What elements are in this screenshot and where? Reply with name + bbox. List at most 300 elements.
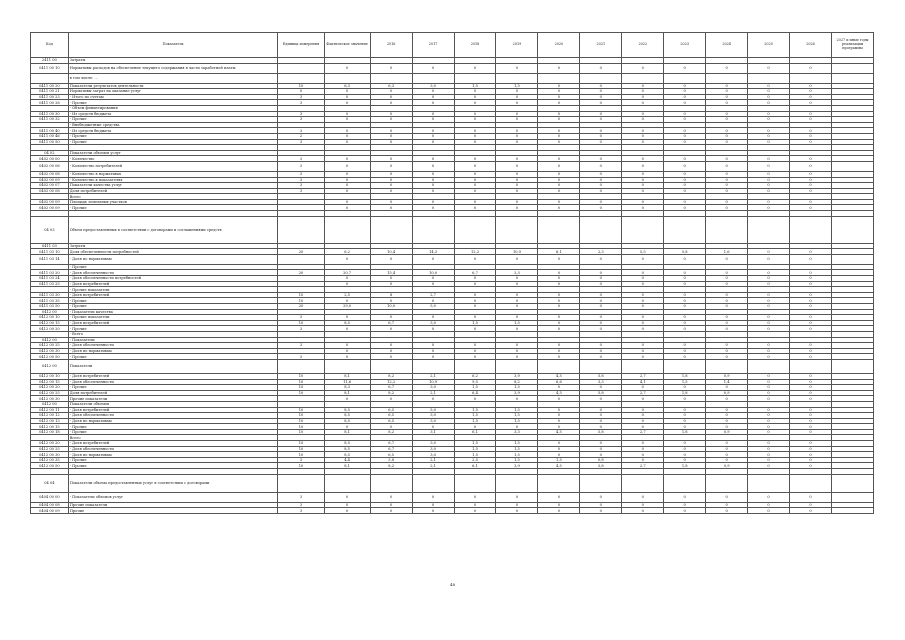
column-header: 2016 [370,33,412,58]
row-value-cell: 0 [538,424,580,430]
row-value-cell: 0 [370,183,412,189]
row-value-cell [454,474,496,492]
row-value-cell: 0 [496,161,538,171]
row-value-cell: 0 [580,183,622,189]
row-unit-cell: 20 [278,304,324,310]
row-value-cell: 0 [790,385,832,391]
row-value-cell: 0 [496,304,538,310]
row-value-cell: 0 [538,117,580,123]
row-value-cell: 0 [454,354,496,360]
row-value-cell: 0 [324,128,370,134]
row-value-cell: 0 [580,446,622,452]
row-name-cell: - Показатели объемов услуг [68,492,278,502]
row-value-cell: 0 [496,100,538,106]
row-value-cell [831,63,873,73]
row-value-cell: 0 [790,133,832,139]
row-value-cell: 8,5 [324,407,370,413]
row-name-cell: Показатели качества услуг [68,183,278,189]
row-name-cell: в том числе: ... [68,73,278,83]
row-value-cell: 0 [748,508,790,514]
row-value-cell: 0 [790,315,832,321]
row-value-cell: 0 [538,89,580,95]
row-value-cell: 0 [454,156,496,162]
row-value-cell: 0 [454,508,496,514]
row-value-cell: 0 [748,326,790,332]
row-value-cell: 0 [748,276,790,282]
row-name-cell: - Всего [68,331,278,337]
row-value-cell [324,73,370,83]
row-unit-cell: 10 [278,379,324,385]
row-value-cell: 0 [790,281,832,287]
row-value-cell: 5,8 [580,429,622,435]
row-value-cell: 0 [790,63,832,73]
row-value-cell: 0 [664,205,706,211]
row-value-cell: 0 [622,413,664,419]
row-value-cell: 1,5 [454,441,496,447]
row-value-cell: 1,6 [706,249,748,255]
row-unit-cell: 3 [278,183,324,189]
row-value-cell: 0 [454,326,496,332]
row-name-cell: Всего [68,435,278,441]
row-value-cell: 0 [454,424,496,430]
row-value-cell: 12,2 [454,249,496,255]
row-value-cell: 0 [496,89,538,95]
row-value-cell: 0 [580,133,622,139]
row-value-cell [412,359,454,373]
row-unit-cell [278,254,324,264]
row-value-cell: 0 [496,117,538,123]
row-code-cell: 0412 00 20 [31,441,69,447]
row-value-cell: 1,5 [496,83,538,89]
row-value-cell: 8,5 [324,446,370,452]
row-value-cell: 6,7 [370,441,412,447]
row-code-cell: 0412 00 30 [31,452,69,458]
row-value-cell: 0 [706,446,748,452]
row-value-cell: 0 [370,343,412,349]
column-header: 2017 [412,33,454,58]
row-value-cell: 0 [706,326,748,332]
row-code-cell: 0411 00 21 [31,89,69,95]
row-value-cell: 0 [706,320,748,326]
row-value-cell: 0 [496,63,538,73]
row-value-cell: 0 [412,343,454,349]
row-value-cell: 0 [580,188,622,194]
row-value-cell [580,73,622,83]
row-value-cell: 0 [748,94,790,100]
row-name-cell: Прочие [68,508,278,514]
row-name-cell: - Доля потребителей [68,292,278,298]
row-value-cell [664,73,706,83]
row-value-cell [496,359,538,373]
row-value-cell: 5,8 [580,390,622,396]
row-code-cell: 0411 03 10 [31,249,69,255]
row-value-cell: 0 [748,63,790,73]
row-value-cell: 0 [622,128,664,134]
row-code-cell: 04 02 [31,150,69,156]
row-name-cell: - Доля потребителей [68,373,278,379]
row-value-cell: 0 [622,199,664,205]
row-unit-cell: 3 [278,156,324,162]
row-name-cell: - Прочие [68,100,278,106]
row-value-cell: 0 [622,270,664,276]
row-value-cell: 0 [454,205,496,211]
row-value-cell: 0 [454,348,496,354]
row-value-cell: 6,2 [454,373,496,379]
row-value-cell: 0 [454,396,496,402]
row-value-cell: 0 [324,276,370,282]
row-unit-cell: 10 [278,298,324,304]
row-code-cell: 0404 00 00 [31,492,69,502]
row-value-cell: 0 [790,354,832,360]
row-value-cell: 0 [664,171,706,177]
row-value-cell: 0 [664,292,706,298]
row-value-cell: 0 [580,354,622,360]
row-value-cell: 0 [412,205,454,211]
row-value-cell: 0 [580,502,622,508]
row-unit-cell: 10 [278,373,324,379]
row-value-cell: 0,9 [706,463,748,469]
row-unit-cell: 20 [278,249,324,255]
row-value-cell: 8,1 [324,463,370,469]
row-value-cell: 0 [748,348,790,354]
table-body [31,58,874,514]
row-value-cell: 1,5 [496,452,538,458]
row-code-cell: 0411 00 20 [31,83,69,89]
row-value-cell: 0 [706,413,748,419]
row-value-cell: 0 [580,320,622,326]
row-unit-cell: 10 [278,429,324,435]
row-value-cell: 0 [748,379,790,385]
row-value-cell: 2,5 [324,292,370,298]
row-value-cell [622,474,664,492]
row-value-cell [748,474,790,492]
row-value-cell: 10,0 [412,270,454,276]
row-value-cell: 3,0 [412,413,454,419]
row-value-cell: 0 [748,100,790,106]
row-value-cell [496,474,538,492]
row-value-cell: 0 [538,177,580,183]
row-value-cell: 4,4 [324,457,370,463]
row-value-cell: 0 [580,326,622,332]
row-name-cell: - Из средств бюджета [68,111,278,117]
row-name-cell: - Прочие [68,429,278,435]
row-unit-cell: 10 [278,320,324,326]
row-value-cell: 0 [454,276,496,282]
row-value-cell: 0 [580,418,622,424]
row-value-cell: 0 [622,315,664,321]
row-value-cell: 0 [454,254,496,264]
row-value-cell: 6,2 [324,249,370,255]
row-value-cell: 0 [706,441,748,447]
row-value-cell: 0 [370,117,412,123]
row-value-cell: 0 [664,156,706,162]
row-value-cell: 0 [664,452,706,458]
row-value-cell: 0 [412,111,454,117]
row-value-cell [664,359,706,373]
row-value-cell: 1,5 [496,320,538,326]
row-unit-cell: 10 [278,413,324,419]
row-code-cell: 0412 00 30 [31,396,69,402]
row-code-cell: 0412 00 50 [31,354,69,360]
row-value-cell: 0 [664,457,706,463]
row-value-cell: 0 [580,161,622,171]
row-value-cell: 0 [706,63,748,73]
row-unit-cell: 3 [278,117,324,123]
row-value-cell: 5,0 [412,304,454,310]
row-value-cell [324,359,370,373]
table-row [31,73,874,83]
row-value-cell: 0 [454,111,496,117]
row-value-cell: 2,1 [412,373,454,379]
row-value-cell: 0 [706,89,748,95]
row-value-cell: 3,0 [412,385,454,391]
row-value-cell [706,216,748,243]
row-value-cell: 0 [580,94,622,100]
row-value-cell: 0 [454,343,496,349]
row-value-cell: 0 [706,457,748,463]
row-value-cell: 0 [748,385,790,391]
row-code-cell: 0412 00 10 [31,315,69,321]
row-value-cell: 0 [664,343,706,349]
row-value-cell: 0 [748,441,790,447]
row-code-cell: 0411 03 25 [31,281,69,287]
row-code-cell: 0412 00 13 [31,418,69,424]
row-value-cell: 0 [748,424,790,430]
row-value-cell: 0 [622,94,664,100]
table-header-row [31,33,874,58]
row-value-cell: 0 [748,457,790,463]
row-value-cell: 0 [324,199,370,205]
row-value-cell: 0 [538,161,580,171]
row-value-cell: 0 [790,156,832,162]
row-code-cell: 0411 00 30 [31,111,69,117]
row-value-cell: 0 [538,298,580,304]
row-value-cell: 3,9 [496,390,538,396]
row-value-cell: 0 [622,385,664,391]
row-value-cell [664,474,706,492]
row-value-cell: 6,1 [538,249,580,255]
row-value-cell: 0 [412,128,454,134]
row-value-cell: 0 [370,161,412,171]
row-value-cell: 0 [748,161,790,171]
row-value-cell [790,216,832,243]
row-value-cell: 0 [664,385,706,391]
row-value-cell: 0 [664,100,706,106]
row-value-cell: 0 [454,281,496,287]
row-value-cell: 0 [748,171,790,177]
row-value-cell: 0 [622,63,664,73]
row-value-cell: 0 [706,254,748,264]
row-value-cell: 0 [790,452,832,458]
row-value-cell: 0 [324,254,370,264]
row-value-cell: 0 [538,276,580,282]
row-value-cell: 0 [412,281,454,287]
row-value-cell: 0 [370,502,412,508]
column-header: 2022 [622,33,664,58]
row-value-cell: 0 [370,281,412,287]
row-value-cell: 0 [580,424,622,430]
row-name-cell: Нормативы расходов на обеспечение текущего содержания в части заработной платы [68,63,278,73]
row-value-cell: 6,6 [538,379,580,385]
row-value-cell: 0 [622,133,664,139]
row-value-cell: 0 [496,111,538,117]
row-value-cell: 0 [790,161,832,171]
row-value-cell [370,359,412,373]
table-row [31,63,874,73]
row-value-cell: 0 [370,354,412,360]
row-value-cell: 0 [538,508,580,514]
row-value-cell: 1,5 [496,385,538,391]
row-value-cell: 0 [706,133,748,139]
row-value-cell: 0 [412,100,454,106]
row-value-cell: 0 [454,94,496,100]
row-unit-cell: 3 [278,354,324,360]
row-value-cell: 0 [370,205,412,211]
row-value-cell: 0 [706,128,748,134]
row-value-cell: 5,8 [580,373,622,379]
row-value-cell: 0 [538,156,580,162]
row-value-cell: 0 [748,183,790,189]
row-value-cell: 0 [496,254,538,264]
row-value-cell [706,474,748,492]
row-value-cell: 0 [538,315,580,321]
row-value-cell: 0 [370,100,412,106]
row-value-cell: 0 [496,315,538,321]
row-code-cell: 0412 00 35 [31,457,69,463]
row-code-cell: 0412 00 15 [31,424,69,430]
row-name-cell: - Доля потребителей [68,407,278,413]
table-row [31,161,874,171]
row-value-cell: 0 [454,89,496,95]
row-code-cell: 0412 00 25 [31,446,69,452]
row-value-cell: 0 [664,354,706,360]
row-value-cell: 0 [412,139,454,145]
table-row [31,508,874,514]
row-value-cell: 0,9 [706,373,748,379]
row-code-cell: 0411 00 23 [31,94,69,100]
row-code-cell: 0411 03 24 [31,276,69,282]
row-value-cell: 0 [580,315,622,321]
row-value-cell: 0 [412,348,454,354]
row-value-cell: 0 [622,407,664,413]
row-value-cell: 6,3 [324,83,370,89]
row-value-cell: 0 [622,83,664,89]
row-value-cell: 5,0 [412,407,454,413]
row-value-cell: 0 [324,94,370,100]
row-value-cell: 0 [790,326,832,332]
row-value-cell: 6,5 [370,452,412,458]
row-value-cell [412,474,454,492]
row-value-cell: 0 [370,177,412,183]
data-sheet [30,32,874,514]
row-value-cell: 0 [324,326,370,332]
row-value-cell: 0 [538,63,580,73]
row-value-cell: 0 [370,171,412,177]
row-name-cell: - Доля потребителей [68,441,278,447]
row-code-cell: 0411 03 14 [31,254,69,264]
row-value-cell: 0 [324,205,370,211]
row-value-cell: 0 [790,502,832,508]
row-unit-cell [278,474,324,492]
row-name-cell: Доля потребителей [68,390,278,396]
column-header: 2020 [538,33,580,58]
row-name-cell: - Прочие [68,424,278,430]
row-name-cell: - Доля по нормативам [68,452,278,458]
row-value-cell: 0 [748,315,790,321]
row-value-cell: 0 [706,315,748,321]
row-value-cell: 0 [580,304,622,310]
row-value-cell: 0 [454,199,496,205]
row-value-cell: 3,0 [412,418,454,424]
row-value-cell [538,359,580,373]
row-value-cell [454,359,496,373]
row-value-cell: 0 [622,446,664,452]
row-name-cell: Доля потребителей [68,188,278,194]
column-header: 2023 [664,33,706,58]
row-value-cell: 0 [412,276,454,282]
row-name-cell: Затраты [68,58,278,64]
row-code-cell: 0404 00 09 [31,508,69,514]
row-value-cell: 0 [580,254,622,264]
row-value-cell: 1,5 [454,446,496,452]
row-value-cell: 0 [412,63,454,73]
column-header: Показатель [68,33,278,58]
row-value-cell [370,216,412,243]
row-value-cell: 0 [664,276,706,282]
row-name-cell: - Доля потребителей [68,281,278,287]
row-value-cell: 8,5 [324,441,370,447]
row-value-cell: 0 [706,100,748,106]
row-value-cell: 0 [580,171,622,177]
row-value-cell: 0 [580,199,622,205]
row-code-cell: 0412 00 10 [31,373,69,379]
row-name-cell: Показатели объемов [68,401,278,407]
row-value-cell: 0 [664,320,706,326]
row-value-cell: 0 [790,111,832,117]
row-value-cell: 0 [580,111,622,117]
row-unit-cell: 3 [278,161,324,171]
row-value-cell: 0 [538,292,580,298]
row-unit-cell: 3 [278,508,324,514]
row-value-cell: 0 [748,343,790,349]
row-value-cell [706,73,748,83]
row-value-cell: 14,3 [412,249,454,255]
row-value-cell: 6,3 [370,83,412,89]
row-value-cell: 0 [706,502,748,508]
row-value-cell: 15,4 [370,270,412,276]
row-unit-cell: 10 [278,441,324,447]
row-value-cell: 0 [412,492,454,502]
column-header: Код [31,33,69,58]
row-value-cell: 0 [412,133,454,139]
row-value-cell: 0 [538,354,580,360]
row-value-cell: 0 [370,276,412,282]
row-value-cell: 0 [454,298,496,304]
row-value-cell: 2,1 [412,463,454,469]
row-value-cell: 0 [664,254,706,264]
row-value-cell: 0 [664,413,706,419]
row-value-cell: 2,1 [412,390,454,396]
row-name-cell: - Показатели [68,337,278,343]
row-value-cell: 0 [580,89,622,95]
row-value-cell: 0 [706,111,748,117]
row-value-cell: 0 [790,413,832,419]
row-value-cell: 0 [664,441,706,447]
row-value-cell: 0 [538,199,580,205]
row-code-cell: 0404 00 08 [31,502,69,508]
row-value-cell: 0 [622,304,664,310]
row-value-cell [831,161,873,171]
